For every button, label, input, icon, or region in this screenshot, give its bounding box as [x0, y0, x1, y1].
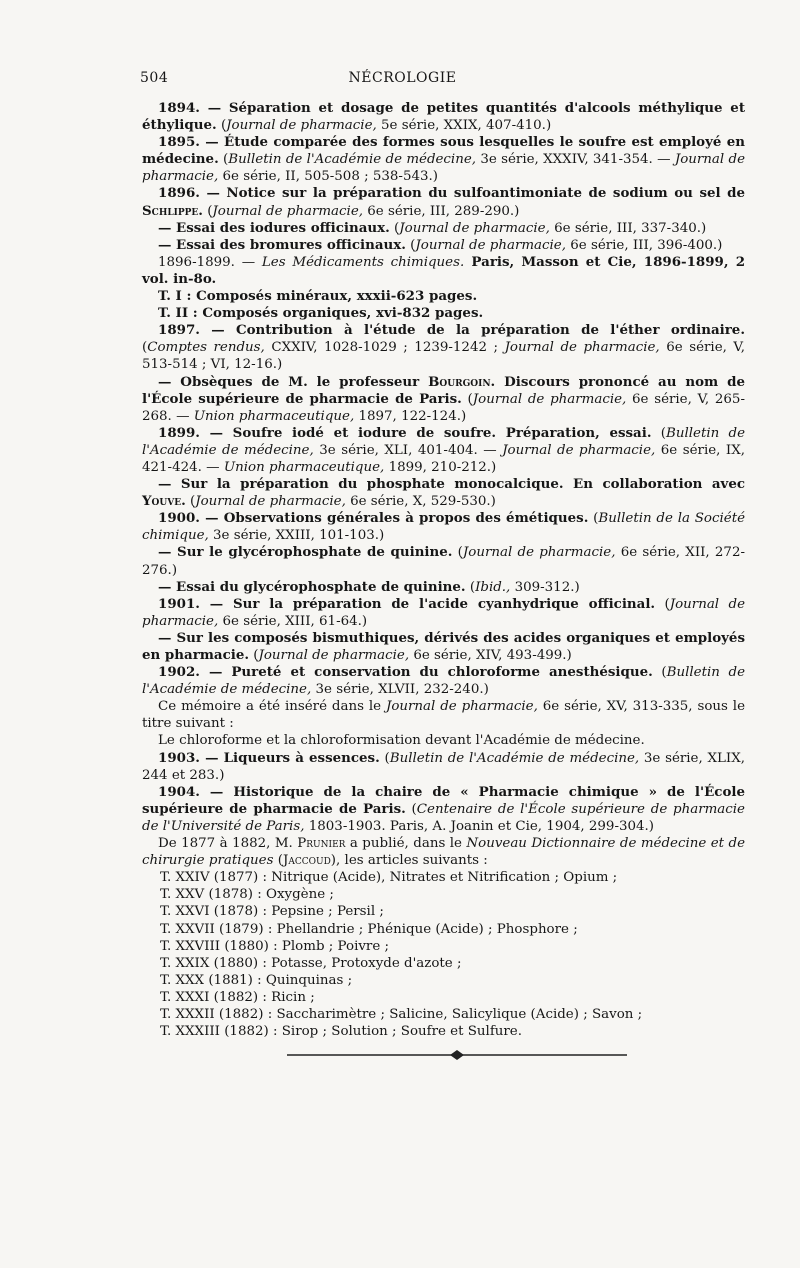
dictionary-volume-line: T. XXVIII (1880) : Plomb ; Poivre ;: [160, 938, 390, 954]
dictionary-volume-line: T. XXX (1881) : Quinquinas ;: [160, 972, 353, 988]
entry-text: Journal de pharmacie,: [462, 545, 616, 561]
entry-text: — Obsèques de M. le professeur: [158, 373, 429, 390]
entry-text: 1904. — Historique de la chaire de « Pharmacie chimique » de l'École supérieure de pharmacie de Paris.: [142, 783, 745, 817]
entry-text: (: [202, 203, 213, 219]
bibliography-entry: [142, 237, 745, 254]
entry-text: Bulletin de l'Académie de médecine,: [142, 665, 745, 698]
entry-text: 6e série, XV, 313-335, sous le titre suivant :: [142, 699, 745, 732]
page-number: 504: [140, 70, 169, 86]
entry-text: 6e série, XIII, 61-64.): [218, 613, 368, 629]
entry-text: 6e série, XIV, 493-499.): [409, 648, 572, 663]
entry-text: (: [185, 494, 196, 510]
entry-text: ), les articles suivants :: [330, 853, 488, 869]
entry-text: (: [465, 579, 476, 595]
bibliography-entry: [142, 579, 745, 596]
entry-text: Jaccoud: [282, 853, 331, 869]
entry-text: — Sur les composés bismuthiques, dérivés des acides organiques et employés en pharmacie.: [142, 629, 745, 663]
entry-text: 6e série, III, 396-400.): [566, 237, 723, 253]
entry-text: (: [405, 801, 417, 817]
bibliography-entry: [142, 784, 745, 835]
entry-text: Centenaire de l'École supérieure de pharmacie de l'Université de Paris,: [142, 801, 745, 834]
bibliography-entry: [142, 322, 745, 373]
entry-text: Journal de pharmacie,: [142, 596, 745, 629]
entry-text: 309-312.): [510, 579, 580, 595]
entry-text: 6e série, II, 505-508 ; 538-543.): [218, 169, 438, 185]
entry-text: (: [452, 545, 463, 561]
dictionary-volume-line: T. XXIV (1877) : Nitrique (Acide), Nitrates et Nitrification ; Opium ;: [160, 870, 618, 886]
bibliography-entry: [142, 305, 745, 322]
entry-text: 6e série, V, 265-268. —: [142, 391, 745, 424]
bibliography-entry: [142, 596, 745, 630]
bibliography-entry: [142, 288, 745, 305]
entry-text: 3e série, XXIII, 101-103.): [208, 528, 385, 544]
bibliography-entry: [142, 134, 745, 185]
entry-text: a publié, dans le: [345, 836, 467, 852]
entry-text: Journal de pharmacie,: [472, 391, 627, 407]
ornamental-separator: [287, 1050, 627, 1060]
entry-text: 6e série, III, 289-290.): [363, 203, 520, 219]
entry-text: — Essai des iodures officinaux.: [158, 219, 390, 236]
entry-text: (: [273, 853, 283, 869]
entry-text: Bulletin de l'Académie de médecine,: [142, 425, 746, 458]
entry-text: 6e série, X, 529-530.): [345, 494, 496, 510]
entry-text: Les Médicaments chimiques.: [261, 254, 465, 270]
entry-text: 3e série, XXXIV, 341-354. —: [476, 152, 675, 168]
entry-text: (: [216, 118, 227, 134]
entry-text: T. II : Composés organiques, xvi-832 pages.: [158, 305, 484, 322]
entry-text: 1897, 122-124.): [354, 408, 467, 424]
entry-text: (: [389, 220, 400, 236]
entry-text: (: [379, 750, 390, 766]
entry-text: 1896. — Notice sur la préparation du sulfoantimoniate de sodium ou sel de: [158, 185, 745, 202]
bibliography-entry: [142, 698, 745, 732]
entry-text: Paris, Masson et Cie, 1896-1899, 2 vol. in-8o.: [142, 253, 746, 287]
entry-text: 1899. — Soufre iodé et iodure de soufre. Préparation, essai.: [158, 424, 652, 441]
bibliography-entry: [142, 630, 745, 664]
entry-text: 1903. — Liqueurs à essences.: [158, 749, 380, 766]
entry-text: Youve.: [142, 493, 186, 510]
entry-text: Journal de pharmacie,: [385, 699, 538, 715]
entry-text: Journal de pharmacie,: [226, 118, 377, 134]
entry-text: Le chloroforme et la chloroformisation devant l'Académie de médecine.: [158, 733, 645, 749]
entry-text: 1895. — Étude comparée des formes sous lesquelles le soufre est employé en médecine.: [142, 134, 745, 168]
entry-text: 1900. — Observations générales à propos des émétiques.: [158, 510, 589, 527]
entry-text: Discours prononcé au nom de l'École supérieure de pharmacie de Paris.: [142, 373, 745, 407]
entry-text: (: [218, 152, 229, 168]
entry-text: Journal de pharmacie,: [399, 220, 550, 236]
entry-text: De 1877 à 1882, M.: [158, 836, 298, 852]
entry-text: Schlippe.: [142, 202, 203, 219]
entry-text: Journal de pharmacie,: [415, 237, 566, 253]
entry-text: 6e série, V, 513-514 ; VI, 12-16.): [142, 340, 745, 373]
bibliography-entry: [142, 510, 745, 544]
entry-text: Comptes rendus,: [147, 340, 265, 356]
bibliography-entry: [142, 544, 745, 578]
entry-text: (: [655, 596, 670, 612]
entry-text: Bulletin de l'Académie de médecine,: [228, 152, 477, 168]
entry-text: Journal de pharmacie,: [212, 203, 364, 219]
dictionary-volume-line: T. XXXIII (1882) : Sirop ; Solution ; Soufre et Sulfure.: [160, 1024, 522, 1040]
entry-text: 5e série, XXIX, 407-410.): [376, 118, 552, 134]
entry-text: — Essai du glycérophosphate de quinine.: [158, 578, 466, 595]
entry-text: (: [588, 511, 599, 527]
entry-text: 1803-1903. Paris, A. Joanin et Cie, 1904, 299-304.): [304, 818, 655, 834]
bibliography-entry: [142, 750, 745, 784]
entry-text: Ce mémoire a été inséré dans le: [158, 699, 386, 715]
entry-text: Journal de pharmacie,: [504, 340, 660, 356]
entry-text: Bulletin de la Société chimique,: [142, 511, 745, 544]
entry-text: (: [651, 425, 666, 441]
bibliography-entry: [142, 732, 745, 749]
entry-text: Ibid.,: [475, 579, 511, 595]
bibliography-entry: [142, 220, 745, 237]
entry-text: — Sur la préparation du phosphate monocalcique. En collaboration avec: [158, 476, 745, 493]
entry-text: Union pharmaceutique,: [223, 459, 385, 475]
entry-text: 1902. — Pureté et conservation du chloroforme anesthésique.: [158, 664, 653, 681]
bibliography-entry: [142, 100, 745, 134]
bibliography-entry: [142, 835, 745, 869]
entry-text: — Essai des bromures officinaux.: [158, 236, 406, 253]
entry-text: (: [652, 665, 667, 681]
entry-text: Bulletin de l'Académie de médecine,: [389, 750, 640, 766]
entry-text: Journal de pharmacie,: [142, 152, 745, 185]
bibliography-entry: [142, 185, 745, 219]
entry-text: 1897. — Contribution à l'étude de la préparation de l'éther ordinaire.: [158, 322, 745, 339]
bibliography-entry: [142, 374, 745, 425]
dictionary-volume-line: T. XXVII (1879) : Phellandrie ; Phénique (Acide) ; Phosphore ;: [160, 921, 578, 937]
entry-text: CXXIV, 1028-1029 ; 1239-1242 ;: [264, 340, 505, 356]
entry-text: Bourgoin.: [428, 373, 496, 390]
entry-text: 3e série, XLI, 401-404. —: [313, 442, 503, 458]
entry-text: 6e série, III, 337-340.): [549, 220, 707, 236]
entry-text: 6e série, IX, 421-424. —: [142, 442, 745, 475]
bibliography-entry: [142, 254, 745, 288]
dictionary-volume-line: T. XXVI (1878) : Pepsine ; Persil ;: [160, 904, 384, 920]
bibliography-entry: [142, 664, 745, 698]
dictionary-volume-line: T. XXIX (1880) : Potasse, Protoxyde d'azote ;: [160, 955, 462, 971]
entry-text: T. I : Composés minéraux, xxxii-623 pages.: [158, 288, 478, 305]
entry-text: (: [405, 237, 416, 253]
bibliography-entry: [142, 476, 745, 510]
entry-text: Journal de pharmacie,: [502, 442, 656, 458]
running-title: NÉCROLOGIE: [348, 70, 457, 86]
entry-text: Nouveau Dictionnaire de médecine et de chirurgie pratiques: [142, 836, 745, 869]
entry-text: 1894. — Séparation et dosage de petites quantités d'alcools méthylique et éthylique.: [142, 100, 745, 134]
entry-text: (: [142, 340, 148, 356]
entry-text: 1896-1899. —: [158, 254, 262, 270]
entry-text: (: [249, 648, 259, 663]
bibliography-entry: [142, 425, 745, 476]
dictionary-volume-line: T. XXV (1878) : Oxygène ;: [160, 887, 334, 903]
entry-text: Journal de pharmacie,: [258, 648, 410, 663]
entry-text: Journal de pharmacie,: [195, 494, 346, 510]
entry-text: 6e série, XII, 272-276.): [142, 545, 745, 578]
dictionary-volume-line: T. XXXII (1882) : Saccharimètre ; Salicine, Salicylique (Acide) ; Savon ;: [160, 1006, 643, 1022]
entry-text: Prunier: [297, 836, 346, 852]
entry-text: 1899, 210-212.): [384, 459, 497, 475]
entry-text: — Sur le glycérophosphate de quinine.: [158, 544, 453, 561]
entry-text: 1901. — Sur la préparation de l'acide cyanhydrique officinal.: [158, 595, 656, 612]
entry-text: Union pharmaceutique,: [193, 408, 355, 424]
entry-text: (: [461, 391, 473, 407]
dictionary-volume-line: T. XXXI (1882) : Ricin ;: [160, 989, 315, 1005]
entry-text: 3e série, XLIX, 244 et 283.): [142, 750, 745, 783]
bibliography-text: [142, 100, 745, 1040]
entry-text: 3e série, XLVII, 232-240.): [311, 682, 489, 698]
